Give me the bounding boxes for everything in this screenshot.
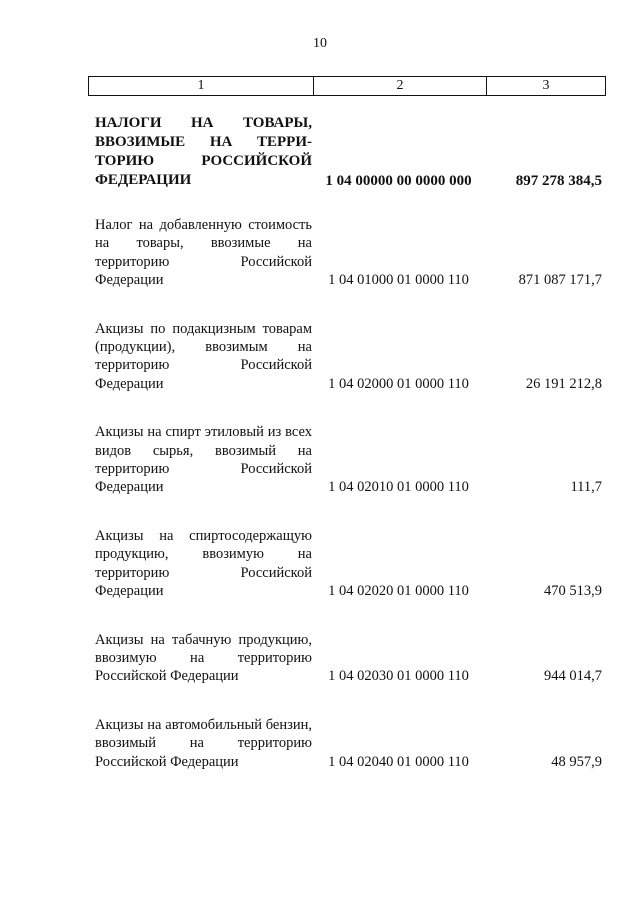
table-row [88, 527, 606, 601]
row-amount: 26 191 212,8 [525, 375, 602, 392]
table-body [88, 100, 606, 771]
table-row [88, 423, 606, 497]
row-name: НАЛОГИ НА ТОВАРЫ, ВВОЗИМЫЕ НА ТЕРРИ-ТОРИЮ РОССИЙСКОЙ ФЕДЕРАЦИИ [95, 115, 312, 188]
table-row [88, 114, 606, 190]
table-row [88, 216, 606, 290]
header-col-2: 2 [313, 77, 486, 95]
page-number: 10 [313, 36, 327, 51]
row-name: Акцизы на автомобильный бензин, ввозимый на территорию Российской Федерации [95, 716, 312, 770]
row-code: 1 04 02000 01 0000 110 [328, 375, 469, 392]
row-amount: 871 087 171,7 [518, 272, 602, 289]
row-code: 1 04 01000 01 0000 110 [328, 272, 469, 289]
row-code: 1 04 02030 01 0000 110 [328, 668, 469, 685]
row-amount: 111,7 [570, 479, 602, 496]
row-code: 1 04 02020 01 0000 110 [328, 583, 469, 600]
row-amount: 897 278 384,5 [515, 172, 602, 189]
row-name: Акцизы по подакцизным товарам (продукции), ввозимым на территорию Российской Федерации [95, 320, 312, 392]
row-code: 1 04 02040 01 0000 110 [328, 753, 469, 770]
table-row [88, 716, 606, 771]
row-name: Акцизы на спирт этиловый из всех видов сырья, ввозимый на территорию Российской Федерации [95, 424, 312, 496]
table-header [88, 76, 606, 96]
row-amount: 470 513,9 [544, 583, 602, 600]
row-amount: 48 957,9 [551, 753, 602, 770]
header-col-3: 3 [486, 77, 605, 95]
row-amount: 944 014,7 [544, 668, 602, 685]
row-name: Налог на добавленную стоимость на товары, ввозимые на территорию Российской Федерации [95, 217, 312, 289]
row-name: Акцизы на спиртосодержащую продукцию, ввозимую на территорию Российской Федерации [95, 527, 312, 600]
row-name: Акцизы на табачную продукцию, ввозимую на территорию Российской Федерации [95, 631, 312, 685]
row-code: 1 04 02010 01 0000 110 [328, 479, 469, 496]
header-col-1: 1 [197, 78, 205, 93]
row-code: 1 04 00000 00 0000 000 [325, 172, 472, 189]
table-row [88, 320, 606, 394]
table-row [88, 631, 606, 686]
